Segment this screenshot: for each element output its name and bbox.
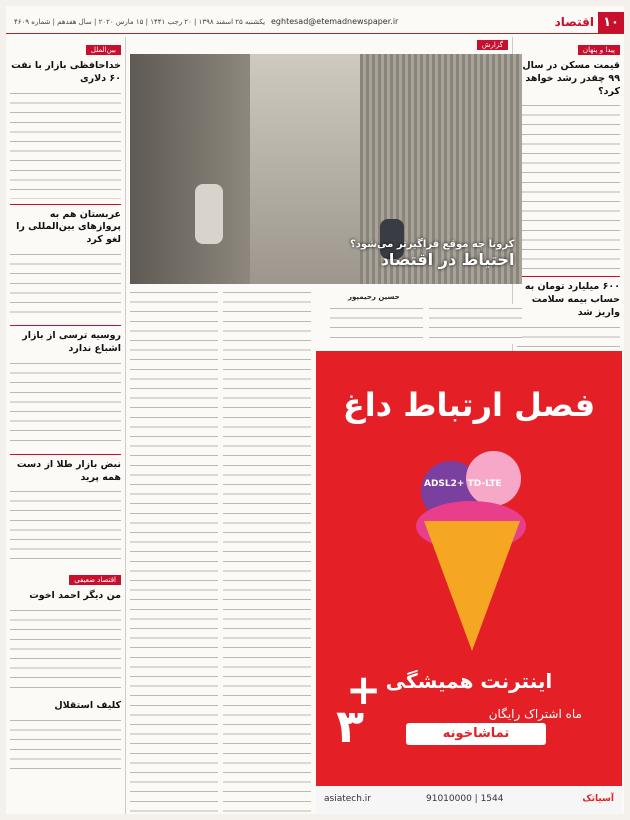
headline: قیمت مسکن در سال ۹۹ چقدر رشد خواهد کرد؟ xyxy=(522,60,620,97)
issue-date: یکشنبه ۲۵ اسفند ۱۳۹۸ | ۲۰ رجب ۱۴۴۱ | ۱۵ مارس ۲۰۲۰ | سال هفدهم | شماره ۴۶۰۹ xyxy=(14,18,266,26)
headline: خداحافظی بازار با نفت ۶۰ دلاری xyxy=(11,60,121,84)
article-text xyxy=(517,101,620,271)
headline: نبض بازار طلا از دست همه پرید xyxy=(16,458,121,483)
months-number: ۳ xyxy=(336,699,365,753)
article-text xyxy=(10,487,121,567)
headline: ۶۰۰ میلیارد تومان به حساب بیمه سلامت واریز شد xyxy=(524,281,620,319)
person-figure xyxy=(195,184,223,244)
ad-title: فصل ارتباط داغ xyxy=(342,386,596,424)
headline: من دیگر احمد اخوت xyxy=(29,590,121,602)
column-tag: پیدا و پنهان xyxy=(578,45,620,55)
newspaper-page xyxy=(6,6,624,814)
divider xyxy=(10,325,121,326)
column-tag: اقتصاد ضعیفی xyxy=(69,575,121,585)
bazaar-photo xyxy=(130,54,522,284)
left-column xyxy=(6,37,126,814)
article-text xyxy=(429,304,522,344)
overlay-headline: احتیاط در اقتصاد xyxy=(380,250,515,269)
photo-corridor xyxy=(250,54,360,284)
article-text xyxy=(10,250,121,320)
article-text xyxy=(10,606,121,696)
article-text xyxy=(10,89,121,199)
plus-sign: + xyxy=(346,665,382,714)
page-header xyxy=(6,12,624,34)
article-text xyxy=(10,716,121,776)
article-text xyxy=(330,304,423,344)
divider xyxy=(517,276,620,277)
overlay-subtitle: کرونا چه موقع فراگیرتر می‌شود؟ xyxy=(350,239,515,250)
ad-badge: تماشاخونه xyxy=(406,723,546,745)
byline: حسین رحیمپور xyxy=(348,293,400,301)
divider xyxy=(10,454,121,455)
ad-brand: آسیاتک xyxy=(582,794,614,804)
article-text xyxy=(10,359,121,449)
article-text xyxy=(223,288,311,814)
adsl-label: ADSL2+ TD-LTE xyxy=(424,479,502,489)
asiatech-advertisement xyxy=(316,351,622,814)
icecream-cone xyxy=(424,521,520,651)
page-number: ۱۰ xyxy=(598,12,624,33)
article-text xyxy=(130,288,218,814)
report-tag: گزارش xyxy=(477,40,508,50)
ad-phone: 91010000 | 1544 xyxy=(426,794,504,804)
headline: عربستان هم به پروازهای بین‌المللی را لغو کرد xyxy=(16,208,121,246)
report-body-left xyxy=(130,288,311,814)
photo-wall xyxy=(130,54,250,284)
headline: روسیه ترسی از بازار اشباع ندارد xyxy=(22,330,121,354)
ad-offer: ماه اشتراک رایگان xyxy=(488,707,582,721)
section-title: اقتصاد xyxy=(554,15,594,29)
divider xyxy=(10,204,121,205)
ad-website[interactable]: asiatech.ir xyxy=(324,794,371,804)
headline: کلیف استقلال xyxy=(54,700,121,712)
ad-tagline: اینترنت همیشگی xyxy=(385,669,553,693)
ad-footer xyxy=(316,786,622,814)
photo-overlay-title xyxy=(350,239,514,269)
email-address: eghtesad@etemadnewspaper.ir xyxy=(271,17,399,26)
column-tag: بین‌الملل xyxy=(86,45,121,55)
